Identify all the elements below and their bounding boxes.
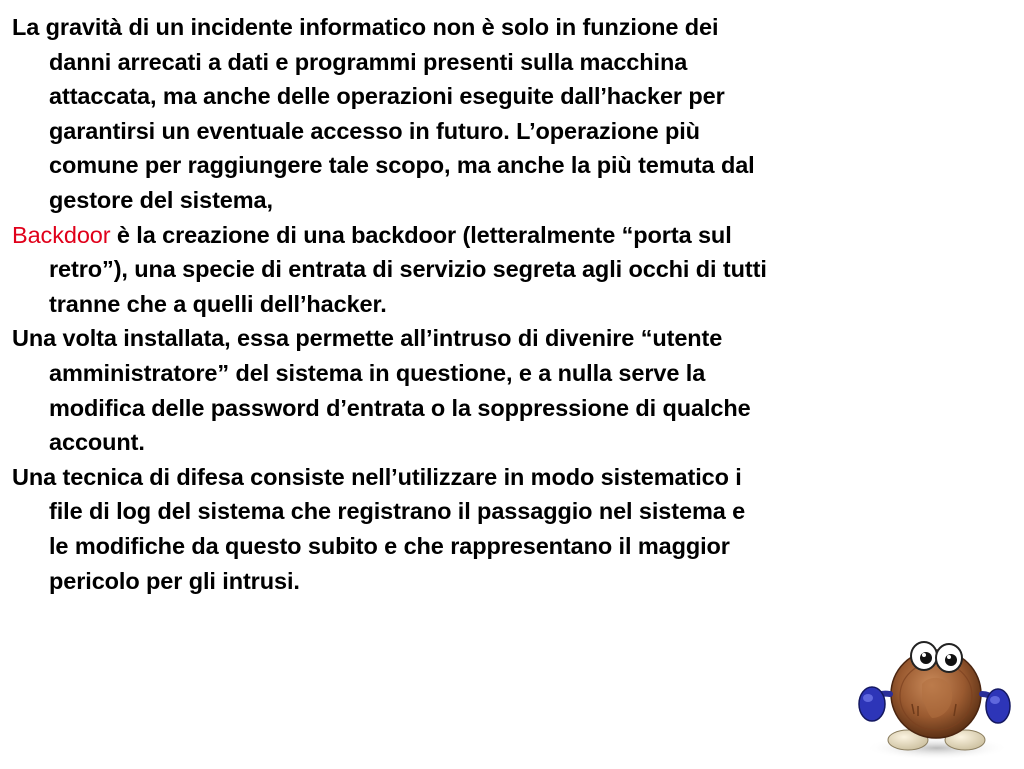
paragraph-admin: [12, 321, 1012, 459]
paragraph-backdoor: [12, 218, 1012, 322]
paragraph-admin-text: Una volta installata, essa permette all’intruso di divenire “utente amministratore” del sistema in questione, e a nulla serve la modifica delle password d’entrata o la soppressione di qualche account.: [12, 325, 751, 456]
paragraph-intro: [12, 10, 1012, 218]
slide-body: [12, 10, 1012, 598]
paragraph-backdoor-text: è la creazione di una backdoor (letteralmente “porta sul retro”), una specie di entrata di servizio segreta agli occhi di tutti tranne che a quelli dell’hacker.: [49, 221, 767, 317]
penny-character-icon: [852, 634, 1012, 764]
paragraph-defense-text: Una tecnica di difesa consiste nell’utilizzare in modo sistematico i file di log del sistema che registrano il passaggio nel sistema e le modifiche da questo subito e che rappresentano il maggior pericolo per gli intrusi.: [12, 463, 746, 594]
backdoor-term: Backdoor: [12, 221, 111, 248]
paragraph-defense: [12, 460, 1012, 598]
paragraph-intro-text: La gravità di un incidente informatico non è solo in funzione dei danni arrecati a dati e programmi presenti sulla macchina attaccata, ma anche delle operazioni eseguite dall’hacker per garantirsi un eventuale accesso in futuro. L’operazione più comune per raggiungere tale scopo, ma anche la più temuta dal gestore del sistema,: [12, 14, 755, 213]
